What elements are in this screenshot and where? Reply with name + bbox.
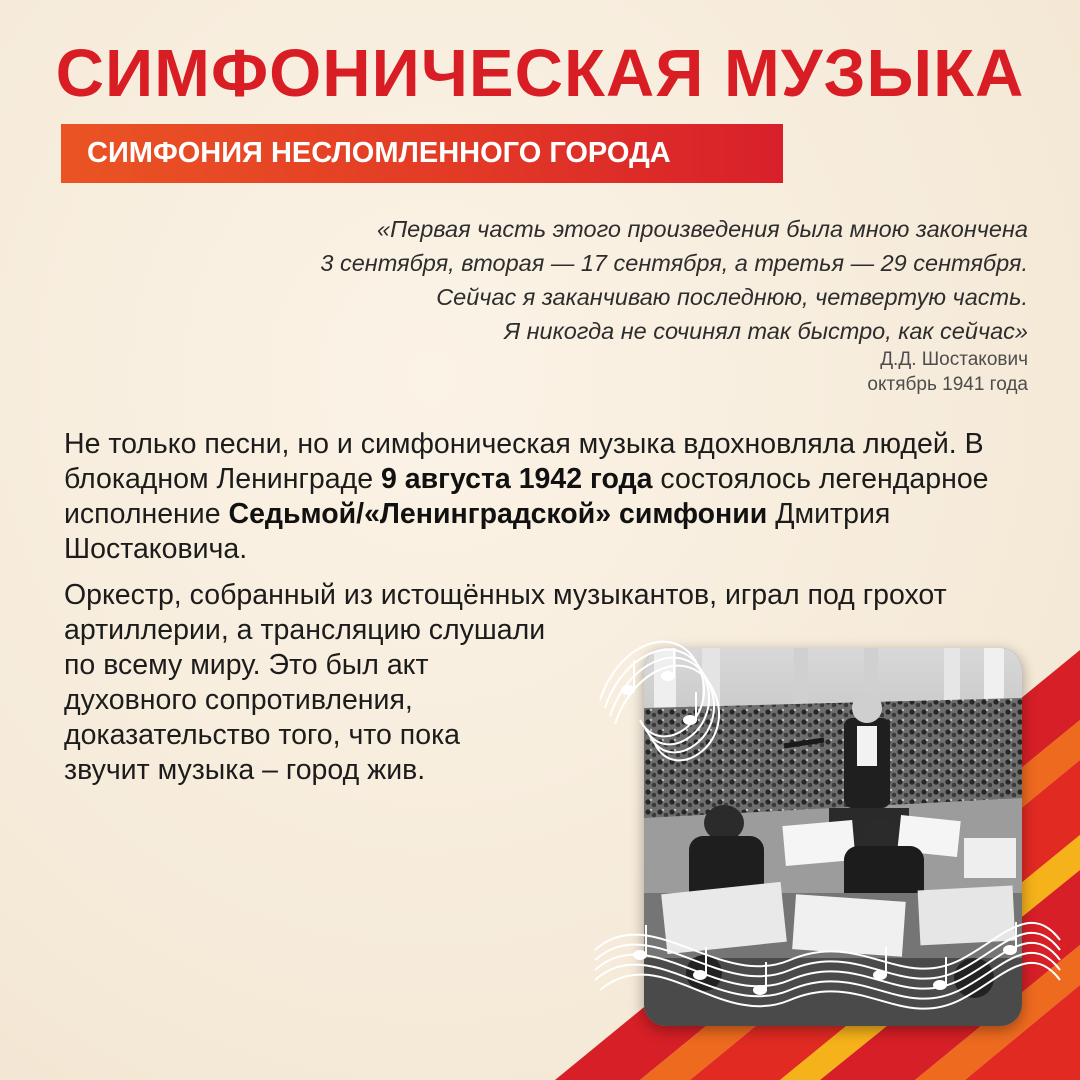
paragraph-line: Оркестр, собранный из истощённых музыкантов, играл под грохот [64, 579, 947, 611]
text-span: Не только песни, но и симфоническая музыка вдохновляла людей. В блокадном Ленинграде [64, 428, 984, 495]
quote-block [208, 212, 1028, 348]
subtitle-banner [61, 124, 783, 183]
quote-attribution [867, 347, 1028, 397]
quote-line: «Первая часть этого произведения была мною закончена [377, 216, 1028, 242]
bold-date: 9 августа 1942 года [380, 463, 653, 495]
text-span: состоялось легендарное исполнение [64, 463, 989, 530]
quote-author: Д.Д. Шостакович [880, 349, 1028, 370]
subtitle-text: СИМФОНИЯ НЕСЛОМЛЕННОГО ГОРОДА [87, 137, 671, 169]
paragraph-intro [64, 427, 1054, 567]
quote-line: Я никогда не сочинял так быстро, как сейчас» [504, 318, 1028, 344]
quote-date: октябрь 1941 года [867, 374, 1028, 395]
paragraph-line: звучит музыка – город жив. [64, 754, 426, 786]
paragraph-line: доказательство того, что пока [64, 719, 461, 751]
quote-line: 3 сентября, вторая — 17 сентября, а третья — 29 сентября. [320, 250, 1028, 276]
quote-line: Сейчас я заканчиваю последнюю, четвертую часть. [436, 284, 1028, 310]
paragraph-line: артиллерии, а трансляцию слушали [64, 614, 546, 646]
page-title: СИМФОНИЧЕСКАЯ МУЗЫКА [55, 36, 1025, 111]
orchestra-photo [644, 648, 1022, 1026]
text-span: Дмитрия Шостаковича. [64, 498, 891, 565]
orchestra-photo-illustration [644, 648, 1022, 1026]
paragraph-line: духовного сопротивления, [64, 684, 413, 716]
paragraph-line: по всему миру. Это был акт [64, 649, 429, 681]
bold-symphony: Седьмой/«Ленинградской» симфонии [228, 498, 768, 530]
